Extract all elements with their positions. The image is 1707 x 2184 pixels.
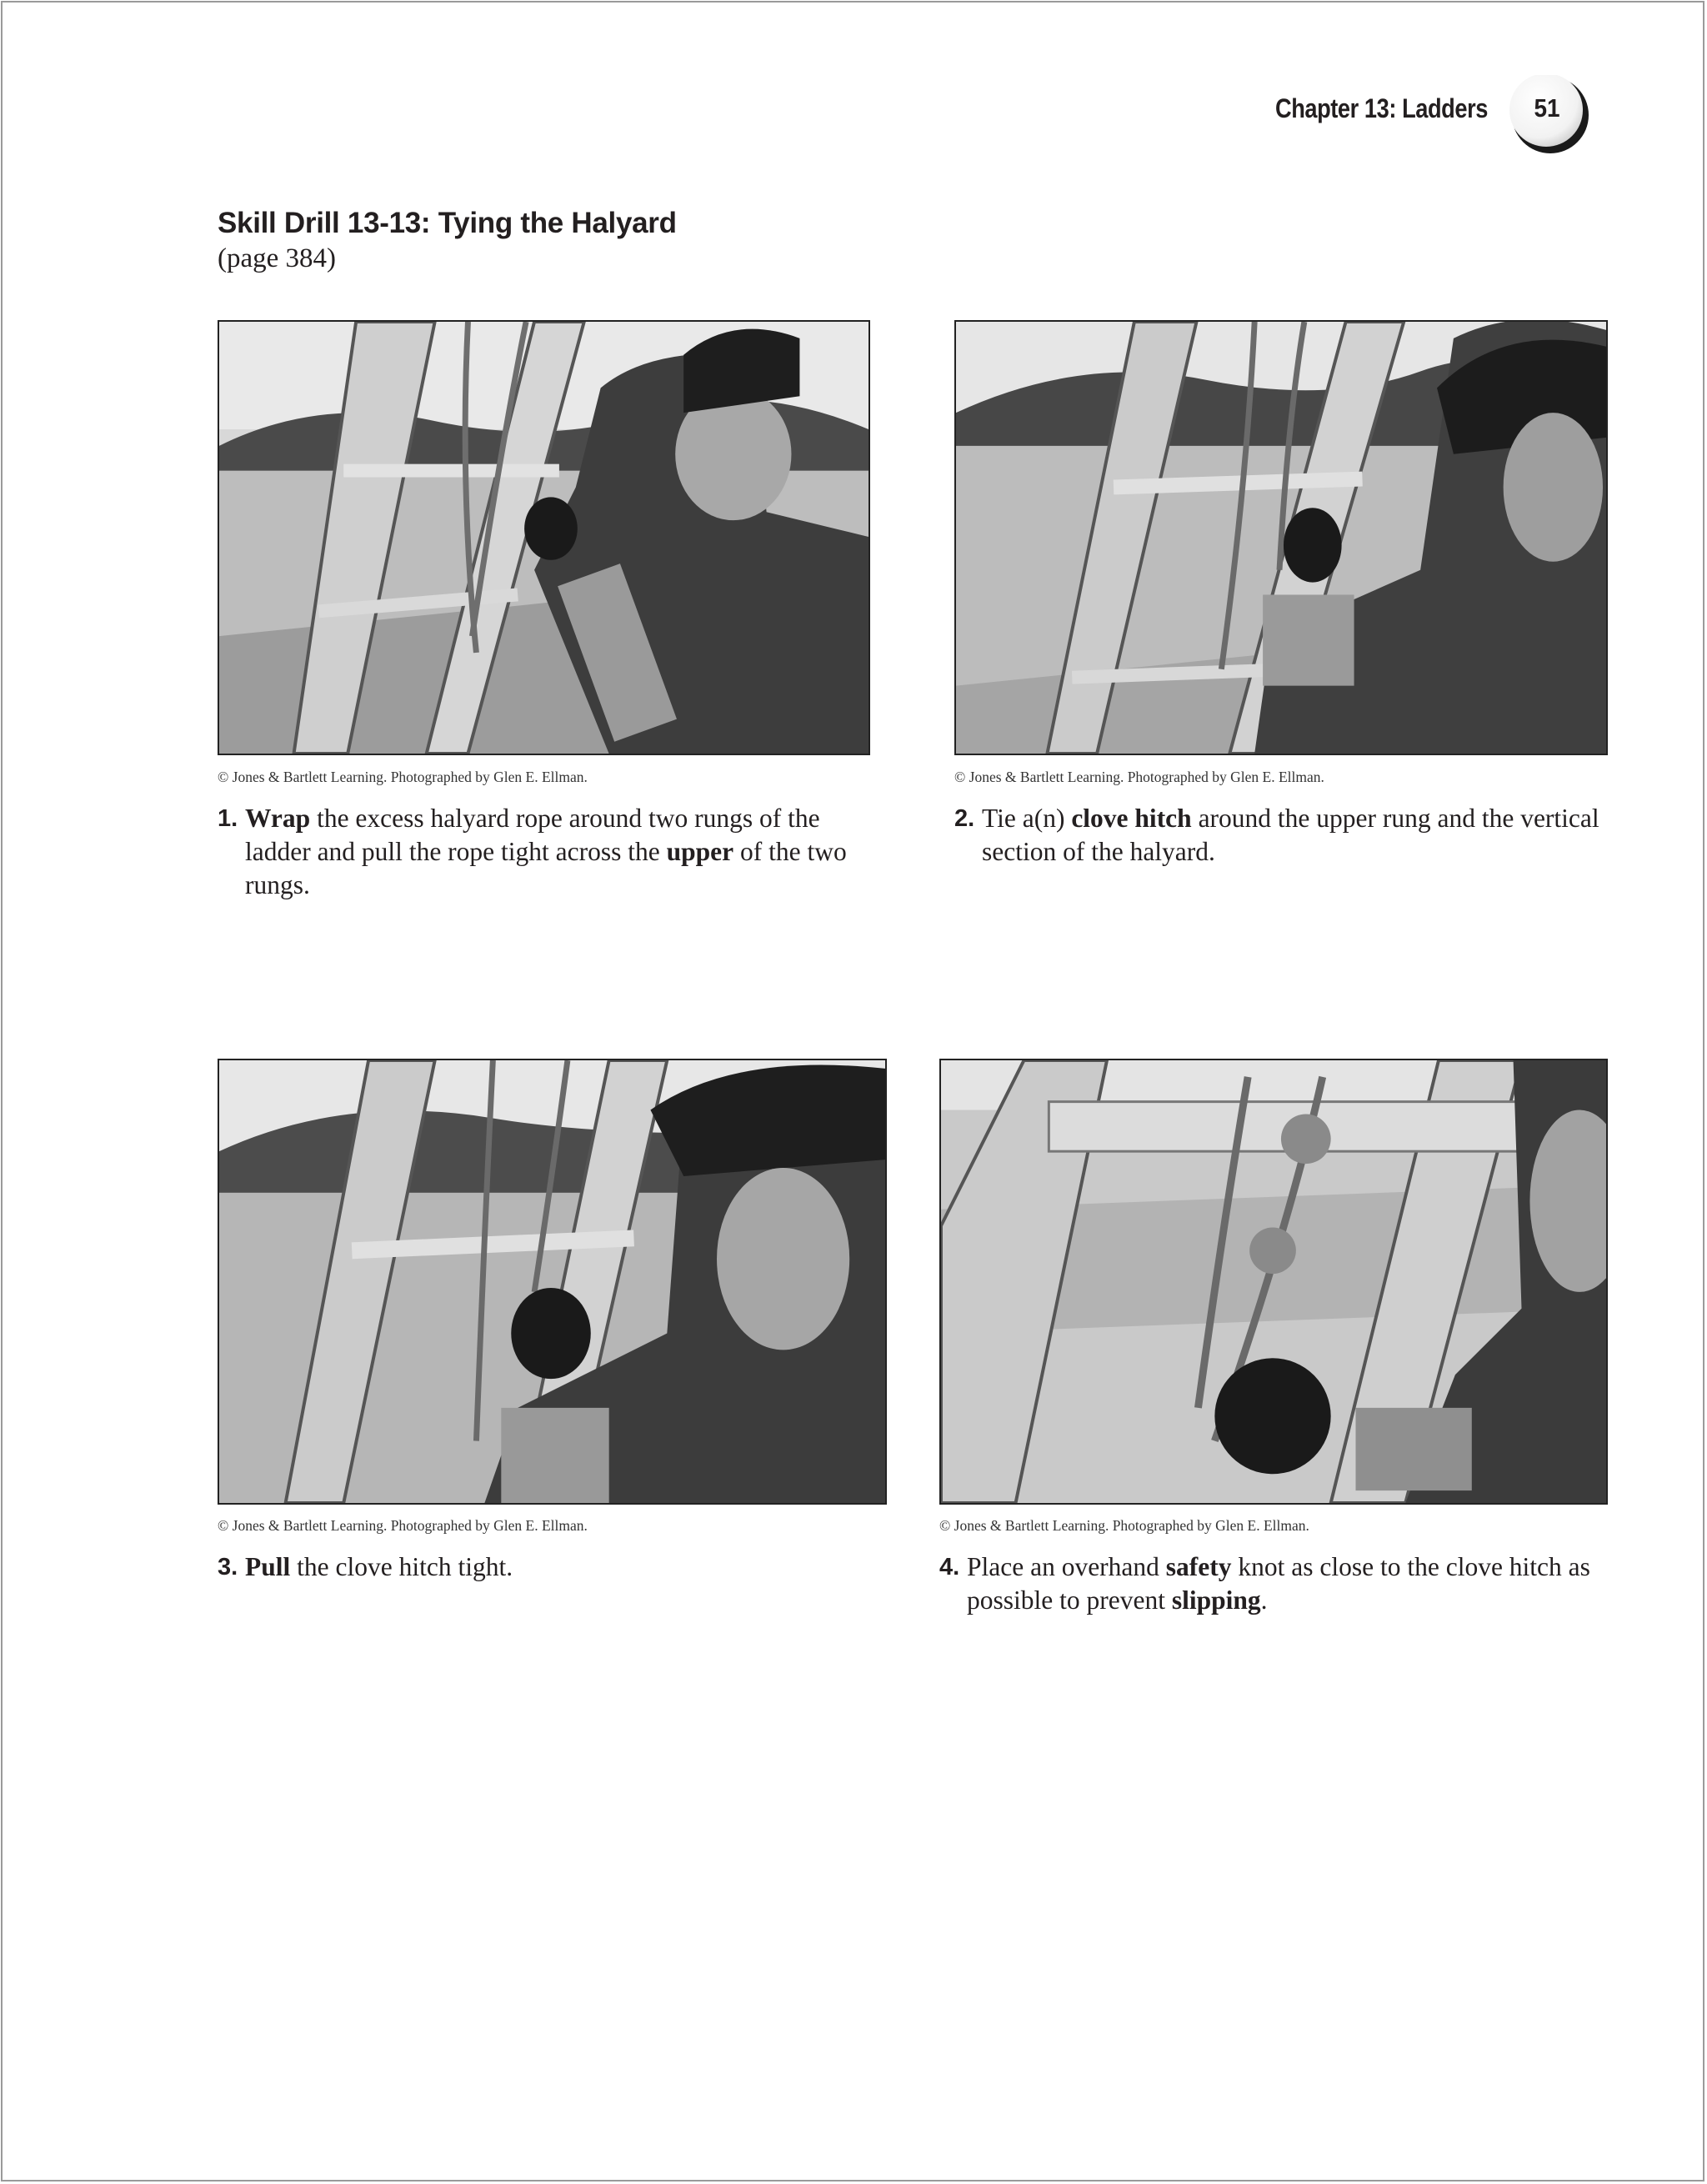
step-1-keyword-upper: upper (666, 837, 734, 866)
step-2-text (954, 802, 1615, 869)
step-3-photo (218, 1059, 887, 1505)
step-3-photo-credit: © Jones & Bartlett Learning. Photographed by Glen E. Ellman. (218, 1517, 588, 1534)
skill-drill-title: Skill Drill 13-13: Tying the Halyard (218, 207, 677, 239)
step-2-photo (954, 320, 1608, 755)
step-1-photo (218, 320, 870, 755)
step-1-text-b: of the two rungs. (245, 837, 847, 899)
step-4-photo (939, 1059, 1608, 1505)
step-4-text-c: . (1260, 1585, 1268, 1615)
step-1-text-a: the excess halyard rope around two rungs of the ladder and pull the rope tight across the (245, 804, 820, 866)
step-2-keyword-clove-hitch: clove hitch (1071, 804, 1192, 833)
step-4-text-b: knot as close to the clove hitch as possible to prevent (967, 1552, 1590, 1615)
step-2-text-b: around the upper rung and the vertical section of the halyard. (982, 804, 1599, 866)
step-4-photo-credit: © Jones & Bartlett Learning. Photographed by Glen E. Ellman. (939, 1517, 1309, 1534)
step-3-number: 3. (218, 1554, 238, 1580)
step-3-text-a: the clove hitch tight. (290, 1552, 513, 1581)
step-3-keyword-pull: Pull (245, 1552, 291, 1581)
step-3-text (218, 1550, 879, 1584)
skill-drill-page-ref: (page 384) (218, 243, 337, 273)
step-4-keyword-safety: safety (1165, 1552, 1232, 1581)
step-2-number: 2. (954, 805, 975, 832)
step-4-keyword-slipping: slipping (1171, 1585, 1261, 1615)
step-1-photo-credit: © Jones & Bartlett Learning. Photographed by Glen E. Ellman. (218, 769, 588, 785)
step-4-text-a: Place an overhand (967, 1552, 1166, 1581)
step-2-photo-credit: © Jones & Bartlett Learning. Photographed by Glen E. Ellman. (954, 769, 1324, 785)
step-1-keyword-wrap: Wrap (245, 804, 311, 833)
step-1-number: 1. (218, 805, 238, 832)
step-1-text (218, 802, 879, 902)
step-2-text-a: Tie a(n) (982, 804, 1072, 833)
running-head-chapter: Chapter 13: Ladders (1275, 93, 1488, 123)
step-4-text (939, 1550, 1617, 1617)
step-4-number: 4. (939, 1554, 960, 1580)
page-number: 51 (1534, 93, 1560, 123)
